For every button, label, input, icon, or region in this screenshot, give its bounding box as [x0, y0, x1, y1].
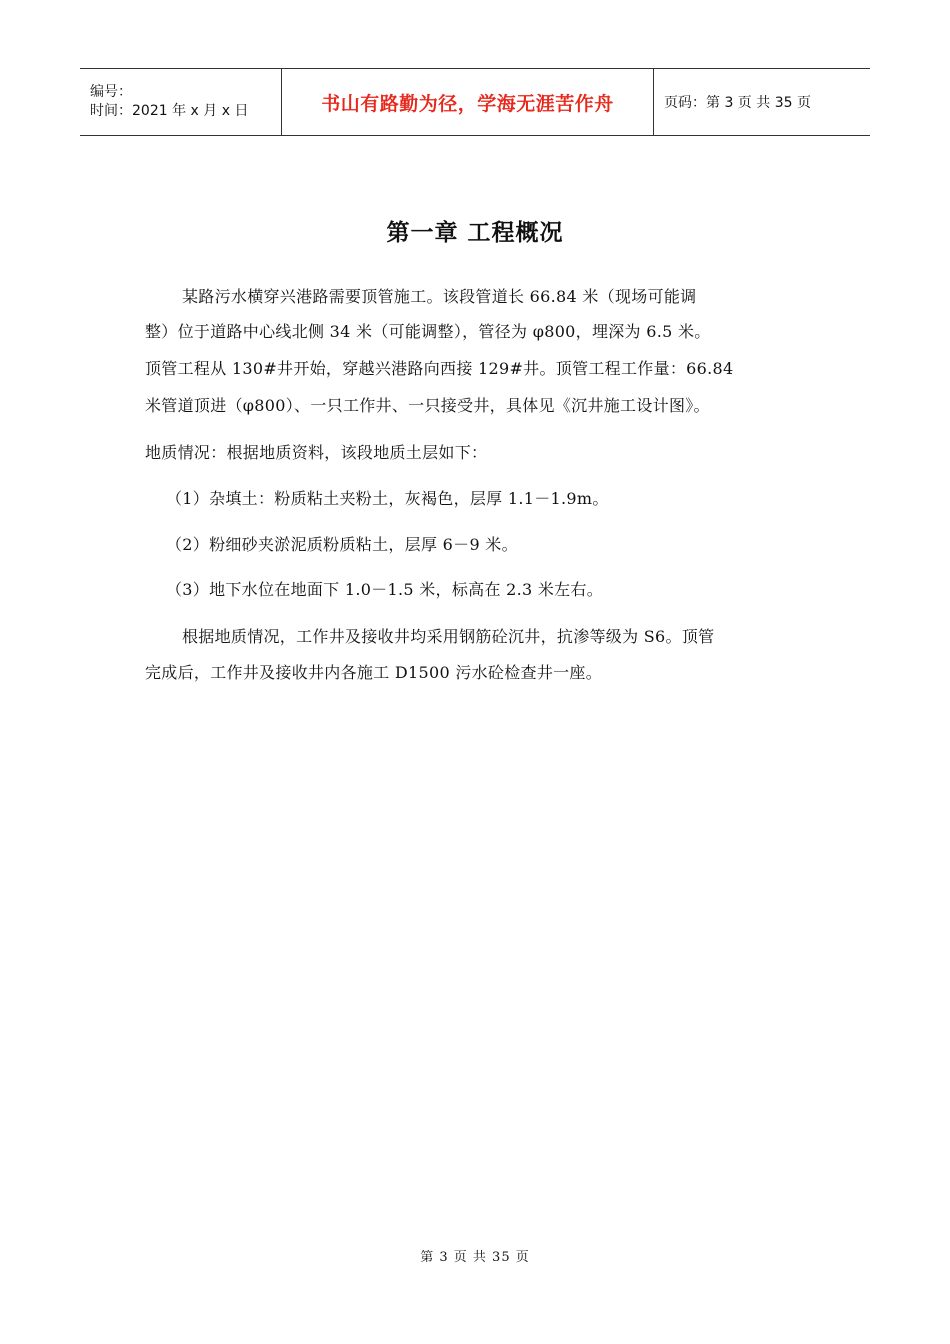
paragraph-line: 整）位于道路中心线北侧 34 米（可能调整），管径为 φ800，埋深为 6.5 米。 — [145, 322, 711, 341]
list-item: （2）粉细砂夹淤泥质粉质粘土，层厚 6－9 米。 — [166, 535, 518, 554]
list-item: （3）地下水位在地面下 1.0－1.5 米，标高在 2.3 米左右。 — [166, 580, 604, 599]
paragraph-line: 米管道顶进（φ800）、一只工作井、一只接受井，具体见《沉井施工设计图》。 — [145, 396, 710, 415]
paragraph-line: 完成后，工作井及接收井内各施工 D1500 污水砼检查井一座。 — [145, 663, 603, 682]
document-date: 时间：2021 年 x 月 x 日 — [90, 103, 249, 119]
paragraph-line: 某路污水横穿兴港路需要顶管施工。该段管道长 66.84 米（现场可能调 — [182, 287, 697, 306]
header-motto: 书山有路勤为径，学海无涯苦作舟 — [281, 69, 654, 135]
page-footer: 第 3 页 共 35 页 — [420, 1250, 530, 1265]
document-number-label: 编号： — [90, 84, 132, 100]
paragraph-line: 地质情况：根据地质资料，该段地质土层如下： — [145, 443, 488, 462]
chapter-title: 第一章 工程概况 — [386, 220, 564, 246]
list-item: （1）杂填土：粉质粘土夹粉土，灰褐色，层厚 1.1－1.9m。 — [166, 489, 609, 508]
header-page-info: 页码：第 3 页 共 35 页 — [664, 95, 811, 111]
paragraph-line: 根据地质情况，工作井及接收井均采用钢筋砼沉井，抗渗等级为 S6。顶管 — [182, 627, 715, 646]
paragraph-line: 顶管工程从 130#井开始，穿越兴港路向西接 129#井。顶管工程工作量：66.84 — [145, 359, 734, 378]
header-meta — [80, 69, 281, 135]
document-header — [80, 68, 870, 136]
